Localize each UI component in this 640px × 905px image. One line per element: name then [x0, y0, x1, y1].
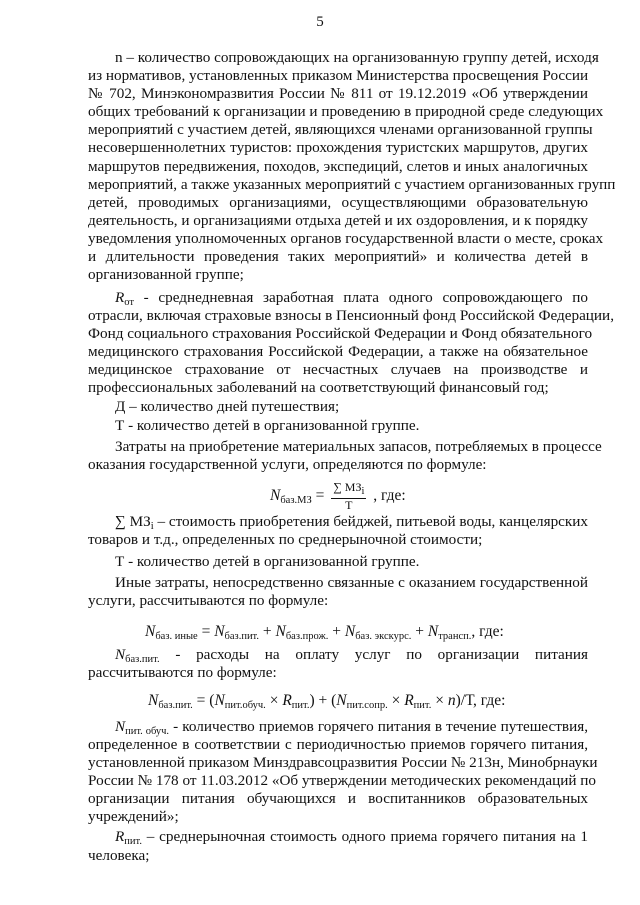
text-line: из нормативов, установленных приказом Министерства просвещения России [88, 67, 589, 84]
formula-subscript: баз. иные [155, 630, 198, 642]
formula-subscript: баз. экскурс. [355, 630, 412, 642]
text-line: Фонд социального страхования Российской Федерации и Фонд обязательного [88, 324, 593, 342]
text-line: общих требований к организации и проведению в природной среде следующих [88, 103, 604, 121]
formula-pit: $N_{баз.пит.} = (N_{пит.обуч.} \times R_{пит.}) + (N_{пит.сопр.} \times R_{пит.} \times n)/Т$, где: [148, 692, 506, 712]
text-line: мероприятий с участием детей, являющихся членами организованной группы [88, 121, 593, 139]
t-definition: Т - количество детей в организованной группе. [115, 552, 420, 570]
text-line: рассчитываются по формуле: [88, 664, 277, 682]
text-line: маршрутов передвижения, походов, экспедиций, слетов и иных аналогичных [88, 157, 588, 175]
numerator-subscript: i [361, 485, 365, 497]
formula-operator: = [311, 486, 329, 504]
text-line: медицинское страхование от несчастных случаев на производстве и [88, 361, 588, 379]
text-line: № 702, Минэкономразвития России № 811 от 19.12.2019 «Об утверждении [88, 85, 588, 103]
formula-subscript: пит. [291, 700, 310, 712]
obuch-subscript: пит. обуч. [125, 725, 170, 737]
formula-subscript: баз.МЗ [280, 494, 312, 506]
text-line: человека; [88, 847, 150, 865]
formula-subscript: пит. [413, 700, 432, 712]
text-span: - количество приемов горячего питания в течение путешествия, [169, 717, 588, 735]
text-span: – среднерыночная стоимость одного приема горячего питания на 1 [141, 828, 588, 846]
text-span: – стоимость приобретения бейджей, питьевой воды, канцелярских [153, 513, 589, 531]
text-line: Затраты на приобретение материальных запасов, потребляемых в процессе [115, 438, 602, 456]
mz-symbol: ∑ МЗ [115, 513, 151, 531]
formula-subscript: баз.пит. [224, 630, 259, 642]
text-line: товаров и т.д., определенных по среднерыночной стоимости; [88, 531, 483, 549]
text-line: установленной приказом Минздравсоцразвития России № 213н, Минобрнауки [88, 753, 598, 771]
formula-symbol: N [270, 486, 281, 504]
text-line: организации питания обучающихся и воспитанников образовательных [88, 790, 588, 808]
numerator-text: ∑ МЗ [333, 479, 362, 494]
t-definition: Т - количество детей в организованной группе. [115, 417, 420, 435]
formula-subscript: пит.обуч. [224, 700, 266, 712]
rpit-definition: $R_{пит.}$ – среднерыночная стоимость одного приема горячего питания на 1 [115, 828, 588, 848]
formula-subscript: трансп. [438, 630, 472, 642]
pit-definition: $N_{баз.пит.}$ - расходы на оплату услуг по организации питания [115, 646, 588, 666]
mz-subscript: i [150, 521, 154, 533]
formula-tail: /Т, где: [460, 692, 506, 710]
text-line: уведомления уполномоченных органов государственной власти о месте, сроках [88, 229, 604, 247]
formula-tail: , где: [369, 486, 406, 504]
text-line: деятельность, и организациями отдыха детей и их оздоровления, и к порядку [88, 211, 588, 229]
text-line: отрасли, включая страховые взносы в Пенсионный фонд Российской Федерации, [88, 306, 614, 324]
page-number: 5 [316, 14, 324, 30]
text-line: определенное в соответствии с периодичностью приемов горячего питания, [88, 735, 588, 753]
formula-subscript: пит.сопр. [346, 700, 388, 712]
text-line: медицинского страхования Российской Федерации, а также на обязательное [88, 343, 588, 361]
rpit-subscript: пит. [124, 836, 142, 848]
text-line: детей, проводимых организациями, осуществляющими образовательную [88, 193, 588, 211]
text-line: оказания государственной услуги, определяются по формуле: [88, 456, 487, 474]
text-line: n – количество сопровождающих на организованную группу детей, исходя [115, 48, 599, 66]
formula-tail: где: [475, 622, 504, 640]
fraction-numerator [331, 481, 366, 499]
formula-subscript: баз.пит. [158, 700, 193, 712]
text-line: учреждений»; [88, 808, 179, 826]
text-line: и длительности проведения таких мероприятий» и количества детей в [88, 248, 588, 265]
text-line: мероприятий, а также указанных мероприятий с участием организованных групп [88, 175, 616, 193]
text-line: услуги, рассчитываются по формуле: [88, 591, 329, 609]
text-line: несовершеннолетних туристов: прохождения туристских маршрутов, других [88, 139, 588, 157]
text-line: России № 178 от 11.03.2012 «Об утверждении методических рекомендаций по [88, 772, 597, 789]
formula-inye: $N_{баз. иные} = N_{баз.пит.} + N_{баз.прож.} + N_{баз. экскурс.} + N_{трансп.}$, где: [145, 622, 504, 642]
rot-subscript: от [124, 296, 134, 308]
formula-fraction [331, 481, 366, 512]
obuch-definition: $N_{пит. обуч.}$ - количество приемов горячего питания в течение путешествия, [115, 717, 588, 737]
text-span: - среднедневная заработная плата одного сопровождающего по [133, 288, 588, 306]
text-line: организованной группе; [88, 266, 244, 284]
text-span: - расходы на оплату услуг по организации питания [159, 646, 588, 664]
rot-symbol: R [115, 288, 125, 306]
formula-mz [270, 481, 406, 512]
text-line: профессиональных заболеваний на соответствующий финансовый год; [88, 379, 549, 397]
fraction-denominator: Т [345, 497, 353, 512]
pit-subscript: баз.пит. [125, 654, 160, 666]
formula-subscript: баз.прож. [285, 630, 329, 642]
text-line: Иные затраты, непосредственно связанные с оказанием государственной [115, 573, 588, 591]
d-definition: Д – количество дней путешествия; [115, 398, 340, 416]
